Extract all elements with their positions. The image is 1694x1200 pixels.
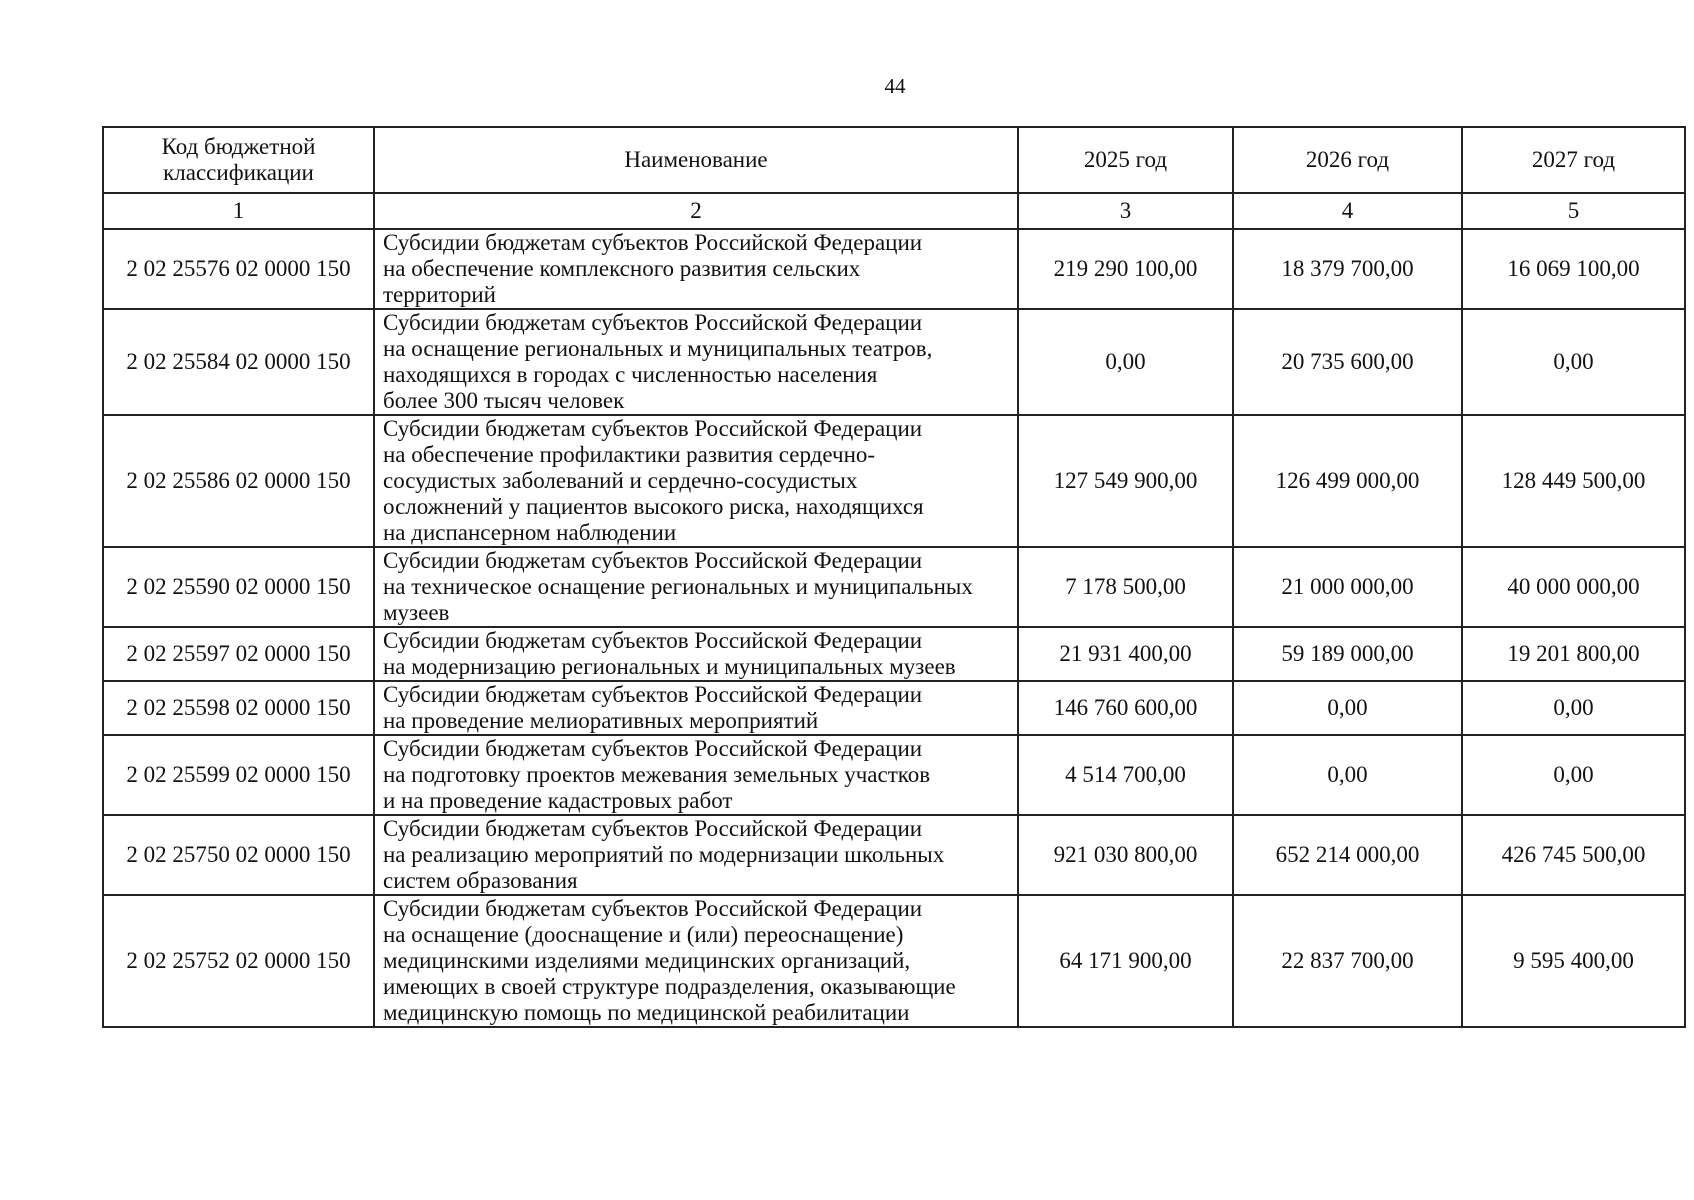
name-line: территорий [383, 282, 496, 307]
header-code: Код бюджетной классификации [103, 127, 374, 193]
amount-2026-cell: 20 735 600,00 [1233, 309, 1462, 415]
name-line: на техническое оснащение региональных и муниципальных [383, 574, 973, 599]
table-row [103, 815, 1685, 895]
name-line: систем образования [383, 868, 578, 893]
amount-2025-cell: 146 760 600,00 [1018, 681, 1233, 735]
amount-2026-cell: 18 379 700,00 [1233, 229, 1462, 309]
column-number: 3 [1018, 193, 1233, 229]
name-cell [374, 547, 1018, 627]
name-line: медицинскую помощь по медицинской реабилитации [383, 1000, 910, 1025]
table-row [103, 735, 1685, 815]
amount-2027-cell: 40 000 000,00 [1462, 547, 1685, 627]
budget-code-cell: 2 02 25599 02 0000 150 [103, 735, 374, 815]
amount-2026-cell: 0,00 [1233, 735, 1462, 815]
name-line: на диспансерном наблюдении [383, 520, 677, 545]
name-cell [374, 229, 1018, 309]
amount-2026-cell: 59 189 000,00 [1233, 627, 1462, 681]
budget-code-cell: 2 02 25586 02 0000 150 [103, 415, 374, 547]
amount-2026-cell: 22 837 700,00 [1233, 895, 1462, 1027]
name-line: медицинскими изделиями медицинских организаций, [383, 948, 911, 973]
name-line: и на проведение кадастровых работ [383, 788, 733, 813]
header-name: Наименование [374, 127, 1018, 193]
budget-code-cell: 2 02 25752 02 0000 150 [103, 895, 374, 1027]
name-cell [374, 681, 1018, 735]
name-line: Субсидии бюджетам субъектов Российской Федерации [383, 682, 923, 707]
budget-code-cell: 2 02 25584 02 0000 150 [103, 309, 374, 415]
budget-code-cell: 2 02 25576 02 0000 150 [103, 229, 374, 309]
name-line: Субсидии бюджетам субъектов Российской Федерации [383, 230, 923, 255]
name-line: Субсидии бюджетам субъектов Российской Федерации [383, 816, 923, 841]
table-row [103, 309, 1685, 415]
amount-2026-cell: 0,00 [1233, 681, 1462, 735]
name-line: на обеспечение комплексного развития сельских [383, 256, 861, 281]
amount-2025-cell: 7 178 500,00 [1018, 547, 1233, 627]
name-line: на подготовку проектов межевания земельных участков [383, 762, 931, 787]
amount-2025-cell: 219 290 100,00 [1018, 229, 1233, 309]
column-number: 4 [1233, 193, 1462, 229]
budget-code-cell: 2 02 25598 02 0000 150 [103, 681, 374, 735]
amount-2025-cell: 4 514 700,00 [1018, 735, 1233, 815]
column-number: 5 [1462, 193, 1685, 229]
amount-2026-cell: 652 214 000,00 [1233, 815, 1462, 895]
name-line: имеющих в своей структуре подразделения, оказывающие [383, 974, 956, 999]
name-line: более 300 тысяч человек [383, 388, 625, 413]
name-cell [374, 895, 1018, 1027]
name-line: на оснащение (дооснащение и (или) переоснащение) [383, 922, 904, 947]
amount-2027-cell: 128 449 500,00 [1462, 415, 1685, 547]
budget-code-cell: 2 02 25590 02 0000 150 [103, 547, 374, 627]
name-line: осложнений у пациентов высокого риска, находящихся [383, 494, 924, 519]
name-line: на модернизацию региональных и муниципальных музеев [383, 654, 956, 679]
column-number: 1 [103, 193, 374, 229]
budget-table [102, 126, 1686, 1028]
budget-code-cell: 2 02 25750 02 0000 150 [103, 815, 374, 895]
amount-2025-cell: 0,00 [1018, 309, 1233, 415]
name-line: на проведение мелиоративных мероприятий [383, 708, 819, 733]
amount-2027-cell: 426 745 500,00 [1462, 815, 1685, 895]
amount-2027-cell: 0,00 [1462, 681, 1685, 735]
column-number-row [103, 193, 1685, 229]
name-line: Субсидии бюджетам субъектов Российской Федерации [383, 628, 923, 653]
name-line: Субсидии бюджетам субъектов Российской Федерации [383, 416, 923, 441]
name-cell [374, 627, 1018, 681]
name-line: сосудистых заболеваний и сердечно-сосудистых [383, 468, 858, 493]
name-cell [374, 309, 1018, 415]
header-2025: 2025 год [1018, 127, 1233, 193]
table-header-row [103, 127, 1685, 193]
table-row [103, 681, 1685, 735]
name-cell [374, 415, 1018, 547]
amount-2027-cell: 19 201 800,00 [1462, 627, 1685, 681]
name-line: на оснащение региональных и муниципальных театров, [383, 336, 933, 361]
name-cell [374, 735, 1018, 815]
table-row [103, 415, 1685, 547]
page-number: 44 [884, 74, 906, 98]
amount-2025-cell: 921 030 800,00 [1018, 815, 1233, 895]
table-body [103, 229, 1685, 1027]
table-row [103, 229, 1685, 309]
amount-2025-cell: 64 171 900,00 [1018, 895, 1233, 1027]
name-line: Субсидии бюджетам субъектов Российской Федерации [383, 736, 923, 761]
amount-2027-cell: 16 069 100,00 [1462, 229, 1685, 309]
table-row [103, 895, 1685, 1027]
amount-2027-cell: 9 595 400,00 [1462, 895, 1685, 1027]
table-row [103, 547, 1685, 627]
name-line: Субсидии бюджетам субъектов Российской Федерации [383, 896, 923, 921]
header-2026: 2026 год [1233, 127, 1462, 193]
amount-2027-cell: 0,00 [1462, 735, 1685, 815]
header-2027: 2027 год [1462, 127, 1685, 193]
amount-2025-cell: 21 931 400,00 [1018, 627, 1233, 681]
amount-2027-cell: 0,00 [1462, 309, 1685, 415]
name-line: на реализацию мероприятий по модернизации школьных [383, 842, 945, 867]
name-line: находящихся в городах с численностью населения [383, 362, 878, 387]
amount-2026-cell: 21 000 000,00 [1233, 547, 1462, 627]
table-row [103, 627, 1685, 681]
amount-2025-cell: 127 549 900,00 [1018, 415, 1233, 547]
name-cell [374, 815, 1018, 895]
amount-2026-cell: 126 499 000,00 [1233, 415, 1462, 547]
name-line: музеев [383, 600, 450, 625]
column-number: 2 [374, 193, 1018, 229]
name-line: Субсидии бюджетам субъектов Российской Федерации [383, 548, 923, 573]
name-line: на обеспечение профилактики развития сердечно- [383, 442, 876, 467]
budget-code-cell: 2 02 25597 02 0000 150 [103, 627, 374, 681]
name-line: Субсидии бюджетам субъектов Российской Федерации [383, 310, 923, 335]
